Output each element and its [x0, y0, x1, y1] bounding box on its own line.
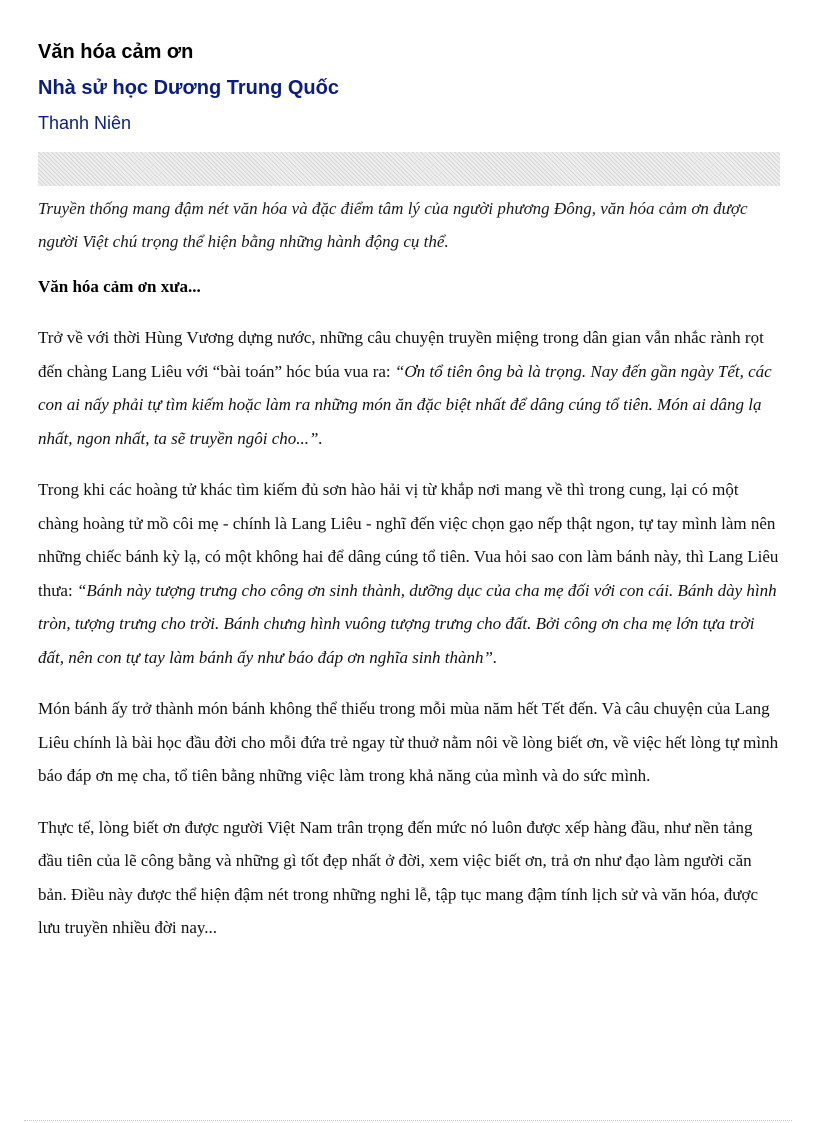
- paragraph-text: Trở về với thời Hùng Vương dựng nước, những câu chuyện truyền miệng trong dân gian vẫn nhắc rành rọt đến chàng Lang Liêu với “bài toán” hóc búa vua ra:: [38, 328, 764, 381]
- quote-text: “Ơn tổ tiên ông bà là trọng. Nay đến gần ngày Tết, các con ai nấy phải tự tìm kiếm hoặc làm ra những món ăn đặc biệt nhất để dâng cúng tổ tiên. Món ai dâng lạ nhất, ngon nhất, ta sẽ truyền ngôi cho...”.: [38, 361, 772, 448]
- body-paragraph-2: [38, 473, 780, 674]
- paragraph-text: Trong khi các hoàng tử khác tìm kiếm đủ sơn hào hải vị từ khắp nơi mang về thì trong cung, lại có một chàng hoàng tử mồ côi mẹ - chính là Lang Liêu - nghĩ đến việc chọn gạo nếp thật ngon, tự tay mình làm nên những chiếc bánh kỳ lạ, có một không hai để dâng cúng tổ tiên. Vua hỏi sao con làm bánh này, thì Lang Liêu thưa:: [38, 480, 779, 600]
- body-paragraph-1: [38, 321, 780, 455]
- footer-dotted-rule: [24, 1120, 792, 1121]
- lead-paragraph: Truyền thống mang đậm nét văn hóa và đặc điểm tâm lý của người phương Đông, văn hóa cảm ơn được người Việt chú trọng thể hiện bằng những hành động cụ thể.: [38, 199, 748, 251]
- source-name: Thanh Niên: [38, 113, 132, 133]
- article-title: Văn hóa cảm ơn: [38, 41, 194, 63]
- section-heading: Văn hóa cảm ơn xưa...: [38, 277, 201, 296]
- body-paragraph-3: Món bánh ấy trở thành món bánh không thể thiếu trong mỗi mùa năm hết Tết đến. Và câu chuyện của Lang Liêu chính là bài học đầu đời cho mỗi đứa trẻ ngay từ thuở nằm nôi về lòng biết ơn, về việc hết lòng tự mình báo đáp ơn mẹ cha, tổ tiên bằng những việc làm trong khả năng của mình và do sức mình.: [38, 699, 779, 785]
- author-name: Nhà sử học Dương Trung Quốc: [38, 77, 339, 99]
- article: [38, 38, 780, 945]
- body-paragraph-4: Thực tế, lòng biết ơn được người Việt Nam trân trọng đến mức nó luôn được xếp hàng đầu, như nền tảng đầu tiên của lẽ công bằng và những gì tốt đẹp nhất ở đời, xem việc biết ơn, trả ơn như đạo làm người căn bản. Điều này được thể hiện đậm nét trong những nghi lễ, tập tục mang đậm tính lịch sử và văn hóa, được lưu truyền nhiều đời nay...: [38, 817, 759, 937]
- quote-text: “Bánh này tượng trưng cho công ơn sinh thành, dưỡng dục của cha mẹ đối với con cái. Bánh dày hình tròn, tượng trưng cho trời. Bánh chưng hình vuông tượng trưng cho đất. Bởi công ơn cha mẹ lớn tựa trời đất, nên con tự tay làm bánh ấy như báo đáp ơn nghĩa sinh thành”.: [38, 580, 777, 667]
- hatched-divider: [38, 152, 780, 186]
